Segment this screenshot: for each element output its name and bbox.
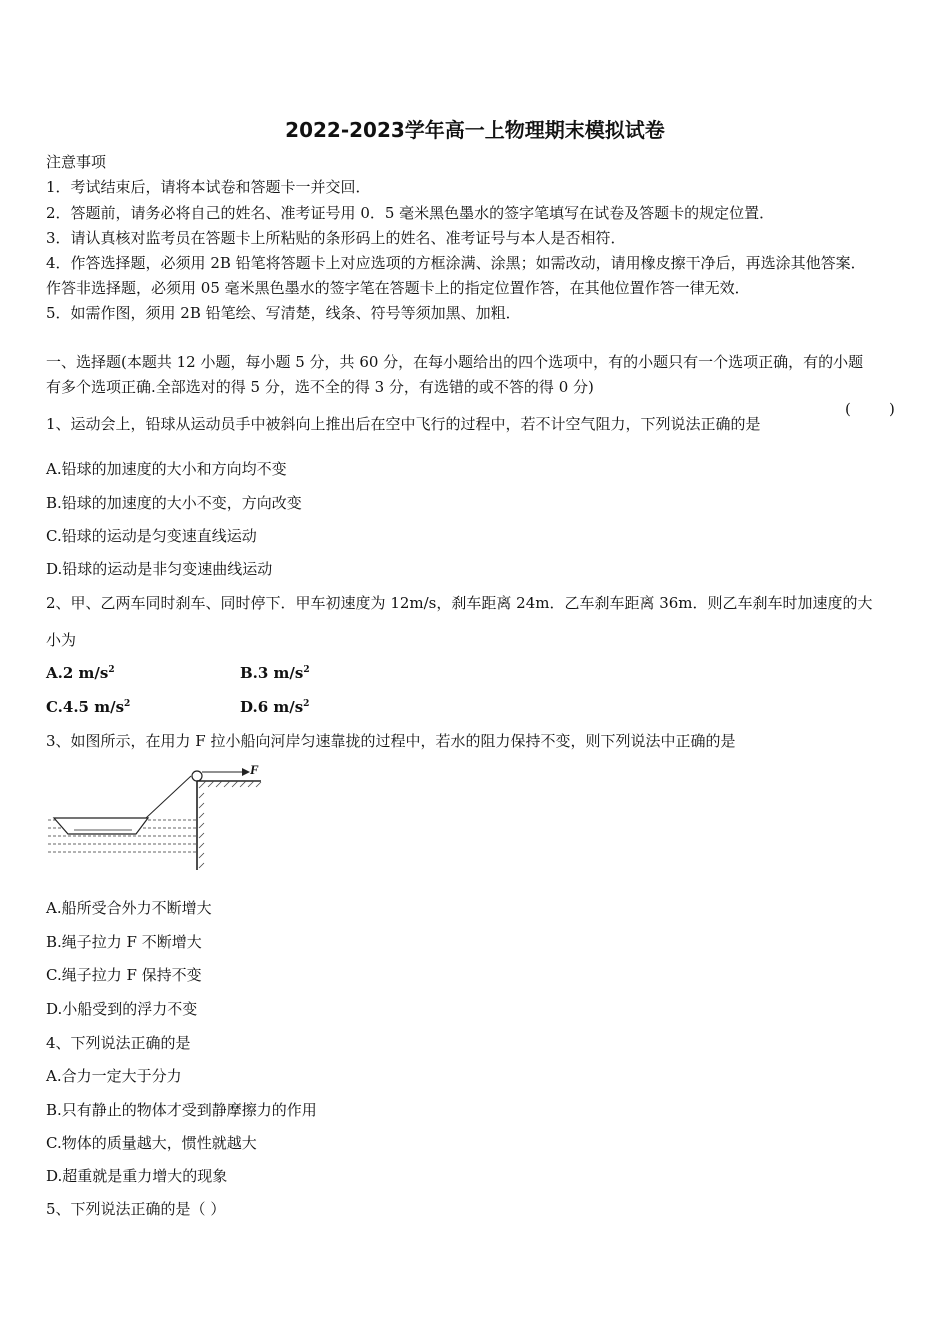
- q2-option-b: B.3 $m/s^2$: [240, 664, 310, 682]
- q4-stem: 4、下列说法正确的是: [46, 1034, 191, 1052]
- q2-option-a: A.2 $m/s^2$: [46, 664, 115, 682]
- notice-heading: 注意事项: [46, 153, 107, 171]
- q4-option-c: C.物体的质量越大，惯性就越大: [46, 1134, 257, 1152]
- boat-pulley-figure: [46, 760, 266, 875]
- page-title: 2022-2023学年高一上物理期末模拟试卷: [285, 118, 665, 142]
- q3-stem: 3、如图所示，在用力 F 拉小船向河岸匀速靠拢的过程中，若水的阻力保持不变，则下列说法中正确的是: [46, 732, 736, 750]
- force-label: F: [250, 762, 259, 777]
- q1-option-a: A.铅球的加速度的大小和方向均不变: [46, 460, 287, 478]
- q2-option-c: C.4.5 $m/s^2$: [46, 698, 131, 716]
- q3-option-b: B.绳子拉力 F 不断增大: [46, 933, 202, 951]
- q4-option-d: D.超重就是重力增大的现象: [46, 1167, 228, 1185]
- notice-item: 3．请认真核对监考员在答题卡上所粘贴的条形码上的姓名、准考证号与本人是否相符．: [46, 229, 626, 247]
- q1-option-d: D.铅球的运动是非匀变速曲线运动: [46, 560, 273, 578]
- q3-option-a: A.船所受合外力不断增大: [46, 899, 212, 917]
- notice-item: 1．考试结束后，请将本试卷和答题卡一并交回．: [46, 178, 371, 196]
- q1-option-c: C.铅球的运动是匀变速直线运动: [46, 527, 257, 545]
- notice-item: 5．如需作图，须用 2B 铅笔绘、写清楚，线条、符号等须加黑、加粗．: [46, 304, 521, 322]
- q3-option-c: C.绳子拉力 F 保持不变: [46, 966, 202, 984]
- q4-option-a: A.合力一定大于分力: [46, 1067, 182, 1085]
- q4-option-b: B.只有静止的物体才受到静摩擦力的作用: [46, 1101, 317, 1119]
- q2-stem-line2: 小为: [46, 631, 77, 649]
- section-heading-line2: 有多个选项正确.全部选对的得 5 分，选不全的得 3 分，有选错的或不答的得 0 分): [46, 378, 594, 396]
- q1-answer-paren: ( ): [845, 400, 895, 418]
- q2-stem-line1: 2、甲、乙两车同时刹车、同时停下．甲车初速度为 12m/s，刹车距离 24m．乙车刹车距离 36m．则乙车刹车时加速度的大: [46, 594, 873, 612]
- q1-stem: 1、运动会上，铅球从运动员手中被斜向上推出后在空中飞行的过程中，若不计空气阻力，下列说法正确的是: [46, 415, 761, 433]
- q2-option-d: D.6 $m/s^2$: [240, 698, 310, 716]
- notice-item: 4．作答选择题，必须用 2B 铅笔将答题卡上对应选项的方框涂满、涂黑；如需改动，请用橡皮擦干净后，再选涂其他答案．: [46, 254, 866, 272]
- q3-option-d: D.小船受到的浮力不变: [46, 1000, 198, 1018]
- notice-item: 作答非选择题，必须用 05 毫米黑色墨水的签字笔在答题卡上的指定位置作答，在其他位置作答一律无效．: [46, 279, 750, 297]
- q1-option-b: B.铅球的加速度的大小不变，方向改变: [46, 494, 302, 512]
- section-heading-line1: 一、选择题(本题共 12 小题，每小题 5 分，共 60 分，在每小题给出的四个选项中，有的小题只有一个选项正确，有的小题: [46, 353, 864, 371]
- notice-item: 2．答题前，请务必将自己的姓名、准考证号用 0．5 毫米黑色墨水的签字笔填写在试卷及答题卡的规定位置．: [46, 204, 775, 222]
- q5-stem: 5、下列说法正确的是（ ）: [46, 1200, 226, 1218]
